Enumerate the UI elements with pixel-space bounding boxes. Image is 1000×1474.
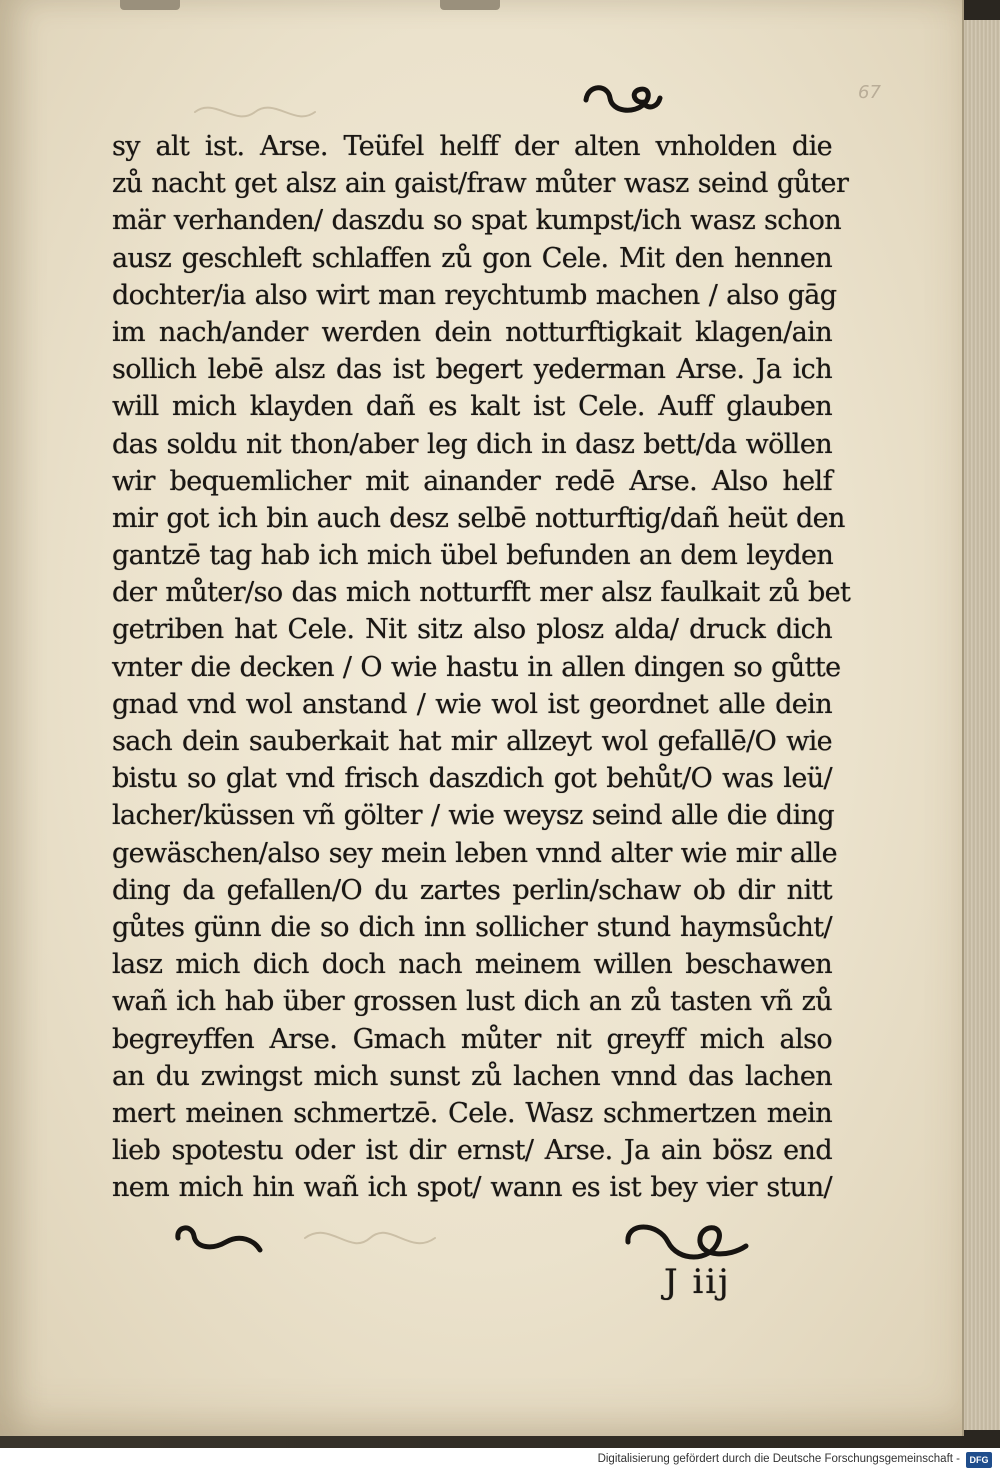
text-line: zů nacht get alsz ain gaist/fraw můter wasz seind gůter <box>112 168 849 200</box>
faint-flourish-bottom-icon <box>300 1218 440 1258</box>
text-line: ding da gefallen/O du zartes perlin/schaw ob dir nitt <box>112 874 832 906</box>
text-line: lasz mich dich doch nach meinem willen beschawen <box>112 949 832 981</box>
text-line: gewäschen/also sey mein leben vnnd alter wie mir alle <box>112 837 837 869</box>
text-line: sollich lebē alsz das ist begert yederman Arse. Ja ich <box>112 354 832 386</box>
text-line: will mich klayden dañ es kalt ist Cele. Auff glauben <box>112 391 832 423</box>
text-line: mär verhanden/ daszdu so spat kumpst/ich wasz schon <box>112 205 842 237</box>
dfg-logo-icon: DFG <box>966 1452 992 1468</box>
flourish-ornament-left-icon <box>168 1214 268 1264</box>
text-line: nem mich hin wañ ich spot/ wann es ist bey vier stun/ <box>112 1172 832 1204</box>
text-block <box>112 128 851 1206</box>
text-line: gůtes günn die so dich inn sollicher stund haymsůcht/ <box>112 911 832 943</box>
text-line: sy alt ist. Arse. Teüfel helff der alten vnholden die <box>112 131 832 162</box>
text-line: lacher/küssen vñ gölter / wie weysz seind alle die ding <box>112 800 835 832</box>
text-line: getriben hat Cele. Nit sitz also plosz alda/ druck dich <box>112 614 832 646</box>
text-line: der můter/so das mich notturfft mer alsz faulkait zů bet <box>112 577 851 609</box>
text-line: lieb spotestu oder ist dir ernst/ Arse. Ja ain bösz end <box>112 1135 832 1167</box>
text-line: vnter die decken / O wie hastu in allen dingen so gůtte <box>112 651 841 683</box>
text-line: im nach/ander werden dein notturftigkait klagen/ain <box>112 316 832 348</box>
text-line: sach dein sauberkait hat mir allzeyt wol gefallē/O wie <box>112 726 832 757</box>
text-line: an du zwingst mich sunst zů lachen vnnd das lachen <box>112 1060 832 1092</box>
funding-credit: Digitalisierung gefördert durch die Deutsche Forschungsgemeinschaft - <box>597 1453 960 1465</box>
text-line: gantzē tag hab ich mich übel befunden an dem leyden <box>112 540 834 572</box>
text-line: bistu so glat vnd frisch daszdich got behůt/O was leü/ <box>112 763 832 795</box>
clip-mark-right <box>440 0 500 10</box>
scroll-ornament-top-icon <box>578 78 668 128</box>
text-line: mir got ich bin auch desz selbē notturftig/dañ heüt den <box>112 502 845 534</box>
page-edges <box>959 20 1000 1430</box>
text-line: gnad vnd wol anstand / wie wol ist geordnet alle dein <box>112 688 832 720</box>
folio-number: 67 <box>858 82 881 103</box>
faint-flourish-left-icon <box>190 92 320 132</box>
text-line: begreyffen Arse. Gmach můter nit greyff mich also <box>112 1023 832 1055</box>
text-line: dochter/ia also wirt man reychtumb machen / also gāg <box>112 279 837 311</box>
text-line: wir bequemlicher mit ainander redē Arse. Also helf <box>112 465 832 497</box>
signature-mark: J iij <box>664 1262 731 1302</box>
footer-bar <box>0 1448 1000 1474</box>
text-line: wañ ich hab über grossen lust dich an zů tasten vñ zů <box>112 986 832 1018</box>
text-line: ausz geschleft schlaffen zů gon Cele. Mit den hennen <box>112 242 832 274</box>
text-line: das soldu nit thon/aber leg dich in dasz bett/da wöllen <box>112 428 832 460</box>
clip-mark-left <box>120 0 180 10</box>
text-line: mert meinen schmertzē. Cele. Wasz schmertzen mein <box>112 1097 832 1129</box>
